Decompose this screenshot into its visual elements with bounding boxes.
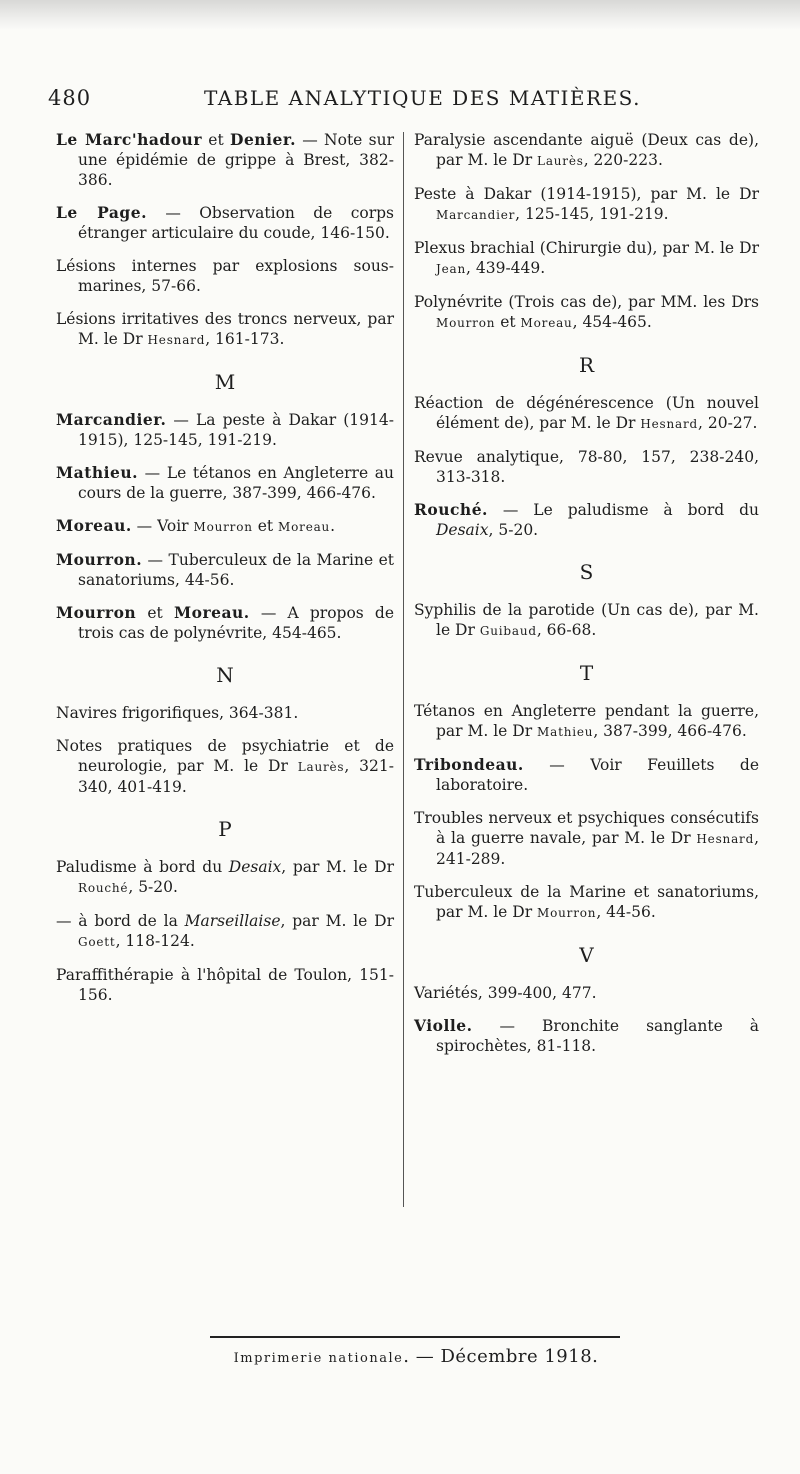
- entry-author-ref: Mourron: [537, 906, 597, 920]
- entry-text: , 454-465.: [572, 313, 652, 331]
- entry-connector: et: [252, 517, 279, 535]
- section-letter: V: [579, 943, 594, 967]
- column-divider: [403, 132, 404, 1207]
- index-entry: [56, 736, 394, 797]
- entry-text: , 5-20.: [488, 521, 539, 539]
- entry-author-ref: Mathieu: [537, 725, 594, 739]
- section-letter: N: [216, 663, 234, 687]
- entry-text: — à bord de la: [56, 912, 185, 930]
- entry-text: Revue analytique, 78-80, 157, 238-240, 313-318.: [414, 448, 759, 486]
- entry-ship-name: Marseillaise: [184, 912, 281, 930]
- entry-text: Syphilis de la parotide (Un cas de), par M. le Dr: [414, 601, 759, 639]
- entry-text: — La peste à Dakar (1914-1915), 125-145, 191-219.: [78, 411, 394, 449]
- section-letter: S: [579, 560, 594, 584]
- entry-author: Violle.: [414, 1016, 473, 1035]
- entry-author-ref: Guibaud: [479, 624, 537, 638]
- index-entry: [414, 500, 759, 540]
- entry-text: — Le tétanos en Angleterre au cours de la guerre, 387-399, 466-476.: [78, 464, 394, 502]
- section-letter: T: [579, 661, 594, 685]
- entry-author: Le Page.: [56, 203, 147, 222]
- entry-connector: et: [202, 131, 230, 149]
- entry-author-ref: Laurès: [537, 154, 584, 168]
- running-header: [48, 86, 758, 116]
- index-entry: [56, 911, 394, 952]
- entry-text: , 439-449.: [466, 259, 546, 277]
- index-entry: [414, 600, 759, 641]
- entry-author: Marcandier.: [56, 410, 167, 429]
- entry-text: , 5-20.: [128, 878, 178, 896]
- entry-author: Rouché.: [414, 500, 488, 519]
- entry-author-ref: Rouché: [78, 881, 129, 895]
- entry-text: , 387-399, 466-476.: [593, 722, 747, 740]
- entry-text: Tétanos en Angleterre pendant la guerre, par M. le Dr: [414, 702, 759, 740]
- index-entry: [56, 463, 394, 503]
- entry-text: — Voir Feuillets de laboratoire.: [436, 756, 759, 794]
- entry-text: .: [330, 517, 336, 535]
- entry-text: , 161-173.: [205, 330, 285, 348]
- entry-text: Navires frigorifiques, 364-381.: [56, 704, 299, 722]
- entry-author-ref: Hesnard: [640, 417, 698, 431]
- entry-author: Mourron.: [56, 550, 143, 569]
- index-entry: [414, 882, 759, 923]
- imprint-line: [214, 1346, 618, 1367]
- imprint-date: . — Décembre 1918.: [403, 1346, 599, 1367]
- entry-author-ref: Hesnard: [696, 832, 755, 846]
- entry-text: Tuberculeux de la Marine et sanatoriums, par M. le Dr: [414, 883, 759, 921]
- page-title: TABLE ANALYTIQUE DES MATIÈRES.: [204, 86, 642, 110]
- index-column-left: [56, 130, 394, 1018]
- entry-connector: et: [495, 313, 521, 331]
- entry-text: Plexus brachial (Chirurgie du), par M. le Dr: [414, 239, 759, 257]
- index-entry: [414, 238, 759, 279]
- index-entry: [414, 447, 759, 487]
- entry-text: Peste à Dakar (1914-1915), par M. le Dr: [414, 185, 759, 203]
- index-entry: [56, 256, 394, 296]
- entry-text: Lésions internes par explosions sous-marines, 57-66.: [56, 257, 394, 295]
- section-letter: M: [214, 370, 236, 394]
- entry-author: Moreau.: [173, 603, 250, 622]
- entry-author-ref: Goett: [78, 935, 116, 949]
- index-entry: [414, 184, 759, 225]
- index-entry: [414, 701, 759, 742]
- entry-ship-name: Desaix: [228, 858, 282, 876]
- index-entry: [414, 1016, 759, 1056]
- entry-text: — Le paludisme à bord du: [487, 501, 759, 519]
- entry-author-ref: Mourron: [436, 316, 496, 330]
- index-entry: [414, 393, 759, 434]
- index-entry: [56, 130, 394, 190]
- entry-text: — Note sur une épidémie de grippe à Brest, 382-386.: [78, 131, 394, 189]
- entry-text: , par M. le Dr: [281, 858, 394, 876]
- entry-text: Paraffithérapie à l'hôpital de Toulon, 151-156.: [56, 966, 394, 1004]
- page-number: 480: [48, 86, 92, 110]
- entry-text: , 125-145, 191-219.: [515, 205, 669, 223]
- entry-text: Polynévrite (Trois cas de), par MM. les Drs: [414, 293, 759, 311]
- entry-text: Variétés, 399-400, 477.: [414, 984, 597, 1002]
- entry-author: Mourron: [56, 603, 137, 622]
- entry-text: Lésions irritatives des troncs nerveux, par M. le Dr: [56, 310, 394, 348]
- entry-text: — Voir: [131, 517, 194, 535]
- index-entry: [56, 203, 394, 243]
- entry-text: , par M. le Dr: [280, 912, 394, 930]
- index-entry: [414, 808, 759, 869]
- entry-text: Notes pratiques de psychiatrie et de neurologie, par M. le Dr: [56, 737, 394, 775]
- entry-connector: et: [136, 604, 174, 622]
- index-entry: [414, 130, 759, 171]
- entry-text: Paralysie ascendante aiguë (Deux cas de), par M. le Dr: [414, 131, 759, 169]
- index-entry: [414, 983, 759, 1003]
- entry-text: — Tuberculeux de la Marine et sanatoriums, 44-56.: [78, 551, 394, 589]
- entry-text: Réaction de dégénérescence (Un nouvel élément de), par M. le Dr: [414, 394, 759, 432]
- index-entry: [56, 965, 394, 1005]
- entry-ship-name: Desaix: [436, 521, 489, 539]
- entry-author-ref: Mourron: [193, 520, 253, 534]
- footer-rule: [210, 1336, 620, 1338]
- entry-author: Tribondeau.: [414, 755, 524, 774]
- index-entry: [56, 550, 394, 590]
- entry-author-ref: Laurès: [297, 760, 345, 774]
- index-column-right: [414, 130, 759, 1069]
- index-entry: [56, 703, 394, 723]
- section-letter: P: [218, 817, 232, 841]
- entry-author-ref: Jean: [436, 262, 466, 276]
- entry-text: , 321-340, 401-419.: [78, 757, 394, 796]
- imprint-printer: Imprimerie nationale: [233, 1351, 404, 1366]
- entry-text: — Bronchite sanglante à spirochètes, 81-118.: [436, 1017, 759, 1055]
- entry-text: , 220-223.: [583, 151, 663, 169]
- entry-text: , 118-124.: [115, 932, 195, 950]
- index-entry: [56, 857, 394, 898]
- entry-text: , 20-27.: [698, 414, 758, 432]
- entry-author-ref: Marcandier: [436, 208, 516, 222]
- entry-text: , 66-68.: [536, 621, 597, 639]
- index-entry: [414, 292, 759, 333]
- entry-text: — A propos de trois cas de polynévrite, 454-465.: [78, 604, 394, 642]
- entry-text: , 241-289.: [436, 829, 759, 868]
- entry-author-ref: Moreau: [520, 316, 573, 330]
- entry-author: Le Marc'hadour: [56, 130, 202, 149]
- entry-author: Moreau.: [56, 516, 132, 535]
- entry-author-ref: Hesnard: [147, 333, 206, 347]
- scan-edge: [0, 0, 800, 30]
- index-entry: [56, 603, 394, 643]
- index-entry: [56, 516, 394, 537]
- entry-text: Paludisme à bord du: [56, 858, 229, 876]
- index-entry: [56, 309, 394, 350]
- entry-author-ref: Moreau: [278, 520, 331, 534]
- entry-author: Denier.: [230, 130, 296, 149]
- index-entry: [56, 410, 394, 450]
- entry-text: , 44-56.: [596, 903, 656, 921]
- entry-author: Mathieu.: [56, 463, 139, 482]
- section-letter: R: [578, 353, 595, 377]
- entry-text: Troubles nerveux et psychiques consécutifs à la guerre navale, par M. le Dr: [414, 809, 759, 847]
- index-entry: [414, 755, 759, 795]
- entry-text: — Observation de corps étranger articulaire du coude, 146-150.: [78, 204, 394, 242]
